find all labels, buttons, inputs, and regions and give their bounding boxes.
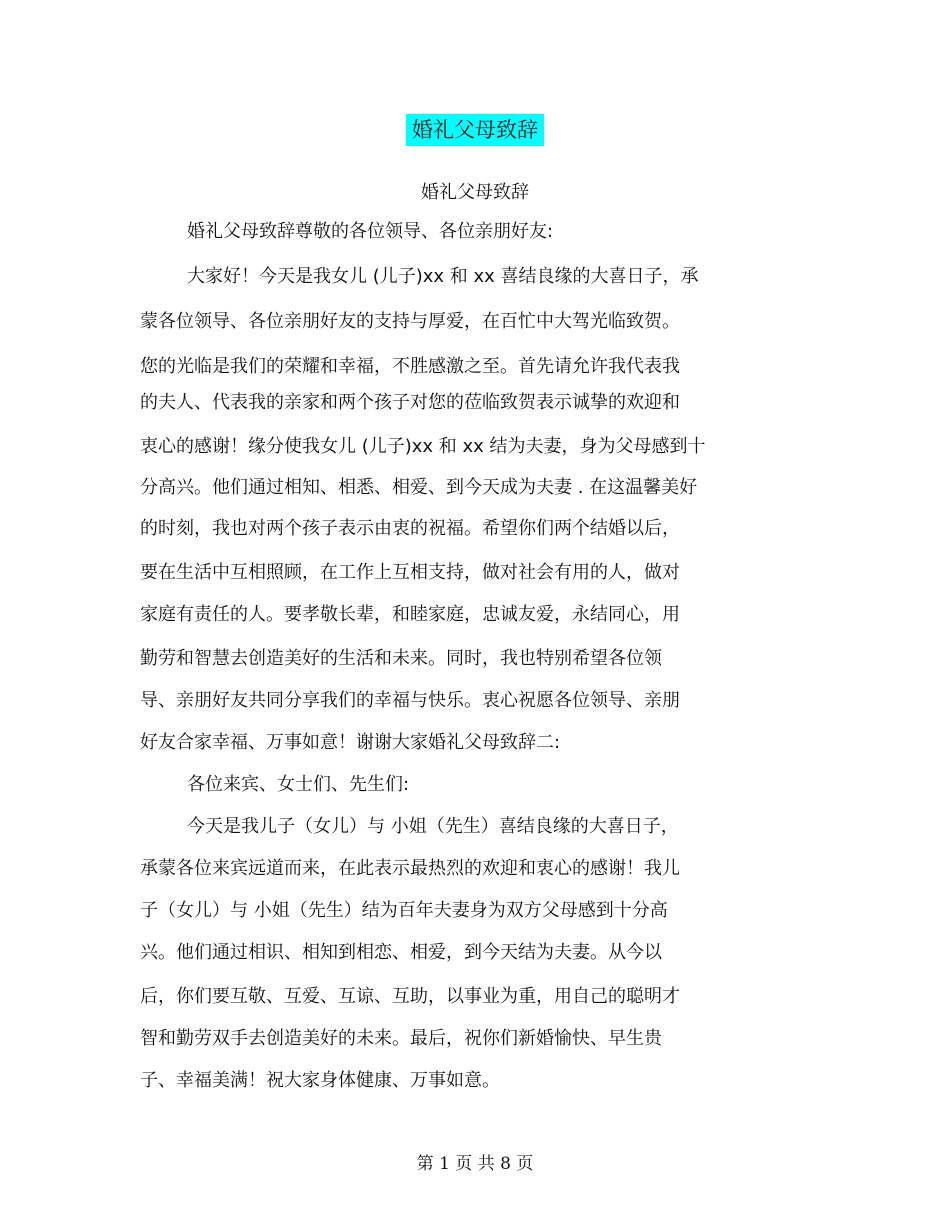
paragraph-line: 家庭有责任的人。要孝敬长辈，和睦家庭，忠诚友爱，永结同心，用 [140, 604, 680, 625]
paragraph-line: 勤劳和智慧去创造美好的生活和未来。同时，我也特别希望各位领 [140, 648, 662, 669]
paragraph-line: 导、亲朋好友共同分享我们的幸福与快乐。衷心祝愿各位领导、亲朋 [140, 690, 680, 711]
paragraph-line: 子（女儿）与 小姐（先生）结为百年夫妻身为双方父母感到十分高 [140, 900, 668, 921]
paragraph-line: 大家好！今天是我女儿 (儿子)xx 和 xx 喜结良缘的大喜日子，承 [187, 266, 699, 287]
highlighted-title-text: 婚礼父母致辞 [406, 114, 544, 146]
paragraph-line: 衷心的感谢！缘分使我女儿 (儿子)xx 和 xx 结为夫妻，身为父母感到十 [140, 436, 706, 457]
paragraph-line: 蒙各位领导、各位亲朋好友的支持与厚爱，在百忙中大驾光临致贺。 [140, 311, 680, 332]
paragraph-line: 分高兴。他们通过相知、相悉、相爱、到今天成为夫妻 . 在这温馨美好 [140, 477, 698, 498]
page-footer: 第 1 页 共 8 页 [416, 1154, 534, 1174]
paragraph-line: 要在生活中互相照顾，在工作上互相支持，做对社会有用的人，做对 [140, 562, 680, 583]
paragraph-line: 婚礼父母致辞尊敬的各位领导、各位亲朋好友: [187, 221, 554, 242]
paragraph-line: 智和勤劳双手去创造美好的未来。最后，祝你们新婚愉快、早生贵 [140, 1028, 662, 1049]
paragraph-line: 好友合家幸福、万事如意！谢谢大家婚礼父母致辞二: [140, 732, 561, 753]
paragraph-line: 承蒙各位来宾远道而来，在此表示最热烈的欢迎和衷心的感谢！我儿 [140, 858, 680, 879]
paragraph-line: 各位来宾、女士们、先生们: [187, 774, 410, 795]
paragraph-line: 的时刻，我也对两个孩子表示由衷的祝福。希望你们两个结婚以后， [140, 518, 680, 539]
paragraph-line: 您的光临是我们的荣耀和幸福，不胜感激之至。首先请允许我代表我 [140, 356, 680, 377]
paragraph-line: 的夫人、代表我的亲家和两个孩子对您的莅临致贺表示诚挚的欢迎和 [140, 392, 680, 413]
paragraph-line: 后，你们要互敬、互爱、互谅、互助，以事业为重，用自己的聪明才 [140, 986, 680, 1007]
paragraph-line: 今天是我儿子（女儿）与 小姐（先生）喜结良缘的大喜日子， [187, 816, 679, 837]
subtitle: 婚礼父母致辞 [421, 182, 529, 203]
document-title [0, 114, 950, 146]
paragraph-line: 兴。他们通过相识、相知到相恋、相爱，到今天结为夫妻。从今以 [140, 942, 662, 963]
paragraph-line: 子、幸福美满！祝大家身体健康、万事如意。 [140, 1070, 500, 1091]
